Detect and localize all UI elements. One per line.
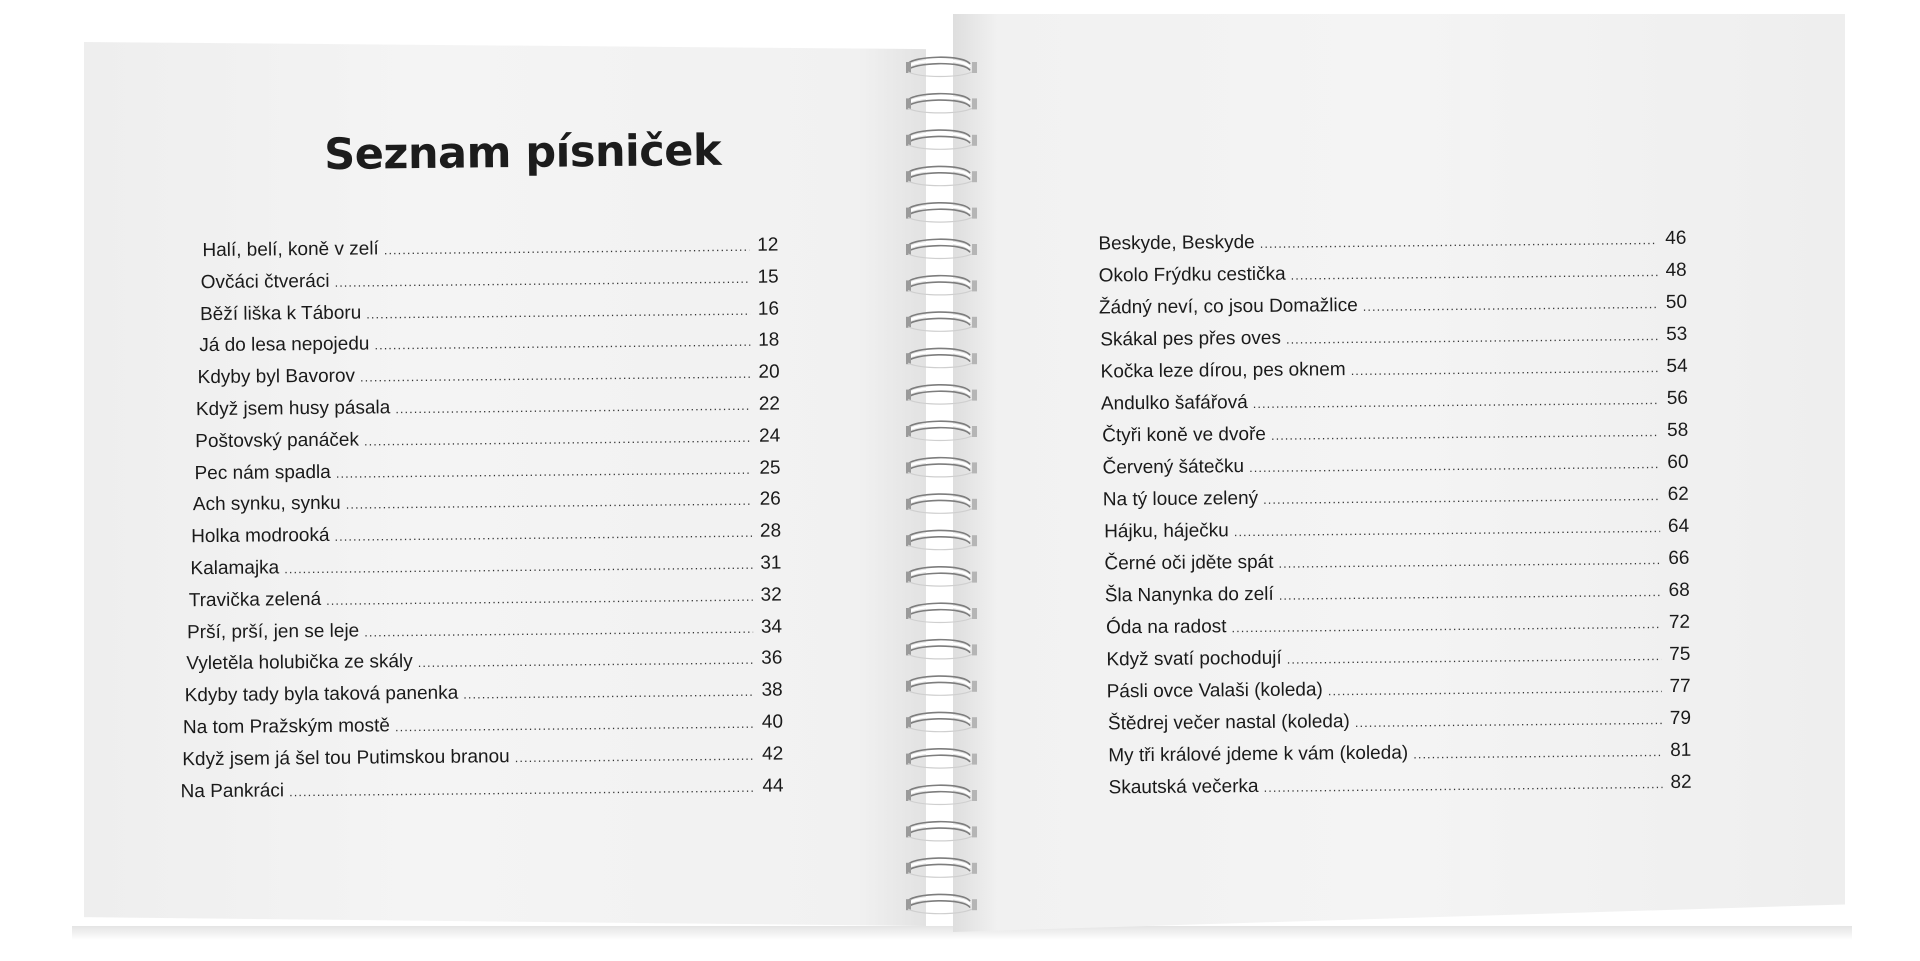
song-title: Na Pankráci [180, 779, 285, 802]
song-title: Okolo Frýdku cestička [1098, 263, 1286, 287]
leader-dots [1413, 742, 1662, 764]
leader-dots [1234, 518, 1660, 542]
song-title: Když jsem já šel tou Putimskou branou [182, 745, 510, 771]
page-number: 18 [758, 329, 780, 352]
page-number: 24 [758, 425, 781, 447]
page-number: 48 [1665, 259, 1687, 282]
song-title: Skautská večerka [1108, 775, 1259, 799]
spiral-coil [906, 130, 977, 149]
page-number: 25 [759, 457, 781, 479]
spiral-coil [906, 894, 977, 913]
song-title: Když svatí pochodují [1106, 647, 1282, 671]
page-number: 46 [1665, 227, 1687, 250]
page-number: 26 [759, 488, 781, 511]
page-number: 81 [1670, 739, 1692, 762]
song-title: Andulko šafářová [1100, 392, 1248, 415]
toc-entry [200, 294, 779, 326]
page-number: 82 [1670, 771, 1692, 794]
leader-dots [1253, 390, 1659, 414]
leader-dots [418, 650, 754, 673]
leader-dots [1249, 454, 1660, 478]
toc-entry [202, 231, 778, 263]
spiral-coil [906, 312, 977, 331]
page-number: 28 [759, 520, 782, 542]
song-title: Hájku, háječku [1104, 520, 1229, 543]
page-number: 62 [1667, 483, 1689, 506]
leader-dots [336, 459, 752, 483]
page-number: 64 [1667, 515, 1690, 538]
spiral-coil [906, 166, 977, 185]
spiral-coil [906, 203, 977, 222]
leader-dots [364, 428, 751, 452]
page-number: 15 [757, 266, 779, 288]
leader-dots [1279, 582, 1661, 606]
page-number: 66 [1668, 547, 1690, 570]
leader-dots [1263, 486, 1660, 510]
song-title: Černé oči jděte spát [1104, 551, 1274, 575]
page-number: 54 [1666, 355, 1688, 378]
page-number: 42 [762, 743, 784, 765]
spiral-coil [906, 749, 977, 768]
leader-dots [334, 269, 749, 293]
song-title: Vyletěla holubička ze skály [186, 651, 413, 675]
page-number: 12 [757, 234, 779, 256]
song-title: Na tý louce zelený [1102, 487, 1259, 511]
page-number: 34 [760, 616, 783, 638]
page-number: 68 [1668, 579, 1690, 602]
page-number: 32 [760, 584, 782, 606]
spiral-coil [906, 385, 977, 404]
leader-dots [326, 587, 753, 611]
song-title: Já do lesa nepojedu [199, 333, 370, 357]
page-number: 44 [762, 775, 784, 797]
spiral-coil [906, 530, 977, 549]
page-number: 16 [757, 298, 780, 320]
spiral-coil [906, 712, 977, 731]
leader-dots [1278, 550, 1660, 574]
leader-dots [364, 618, 753, 642]
page-number: 20 [758, 361, 780, 383]
leader-dots [1355, 710, 1662, 733]
song-title: Pásli ovce Valaši (koleda) [1106, 679, 1323, 703]
leader-dots [515, 746, 755, 768]
song-title: Poštovský panáček [195, 429, 360, 452]
leader-dots [1286, 326, 1658, 350]
song-title: My tři králové jdeme k vám (koleda) [1108, 742, 1409, 767]
spiral-coil [906, 822, 977, 841]
page-number: 60 [1667, 451, 1689, 474]
page-number: 77 [1669, 675, 1691, 698]
song-title: Beskyde, Beskyde [1098, 231, 1255, 255]
spiral-coil [906, 239, 977, 258]
song-title: Óda na radost [1105, 616, 1227, 639]
page-number: 31 [760, 552, 782, 574]
leader-dots [366, 300, 750, 324]
song-title: Kalamajka [190, 557, 280, 580]
spiral-coil [906, 640, 977, 659]
spiral-coil [906, 676, 977, 695]
leader-dots [1260, 230, 1658, 254]
leader-dots [1291, 262, 1658, 286]
page-number: 75 [1669, 643, 1691, 666]
leader-dots [463, 682, 753, 705]
song-title: Kdyby byl Bavorov [197, 365, 356, 389]
leader-dots [1351, 358, 1659, 381]
leader-dots [1263, 774, 1662, 798]
spiral-coil [906, 494, 977, 513]
leader-dots [374, 332, 750, 356]
leader-dots [395, 396, 751, 419]
page-number: 50 [1665, 291, 1688, 314]
spiral-coil [906, 421, 977, 440]
page-number: 36 [761, 647, 783, 670]
leader-dots [1363, 294, 1658, 317]
song-title: Když jsem husy pásala [195, 397, 391, 421]
leader-dots [346, 491, 752, 515]
song-title: Červený šátečku [1102, 456, 1245, 479]
spiral-coil [906, 276, 977, 295]
page-number: 72 [1668, 611, 1691, 634]
page-number: 56 [1666, 387, 1689, 410]
leader-dots [395, 714, 754, 737]
page-number: 40 [761, 711, 784, 733]
leader-dots [1271, 422, 1659, 446]
leader-dots [360, 364, 751, 388]
song-title: Žádný neví, co jsou Domažlice [1098, 294, 1358, 319]
song-title: Halí, belí, koně v zelí [202, 238, 379, 262]
song-title: Čtyři koně ve dvoře [1102, 423, 1267, 447]
leader-dots [1328, 678, 1662, 701]
toc-entry [201, 262, 779, 294]
song-title: Ach synku, synku [192, 493, 341, 516]
spiral-binding [898, 48, 988, 918]
leader-dots [1231, 614, 1661, 638]
song-title: Ovčáci čtveráci [200, 270, 330, 293]
spiral-coil [906, 858, 977, 877]
song-title: Šla Nanynka do zelí [1104, 583, 1274, 607]
spiral-coil [906, 348, 977, 367]
song-title: Travička zelená [188, 588, 322, 612]
page-title: Seznam písniček [324, 125, 722, 180]
spiral-coil [906, 603, 977, 622]
page-number: 53 [1666, 323, 1688, 346]
song-title: Běží liška k Táboru [199, 302, 362, 325]
page-number: 58 [1666, 419, 1689, 442]
leader-dots [334, 523, 752, 547]
spiral-coil [906, 785, 977, 804]
song-title: Prší, prší, jen se leje [186, 620, 360, 643]
leader-dots [384, 237, 750, 261]
spiral-coil [906, 567, 977, 586]
spiral-coil [906, 94, 977, 113]
page-number: 38 [761, 679, 783, 701]
song-title: Štědrej večer nastal (koleda) [1107, 711, 1350, 735]
spiral-coil [906, 458, 977, 477]
song-title: Na tom Pražským mostě [182, 715, 391, 739]
song-title: Holka modrooká [191, 525, 330, 548]
song-title: Kdyby tady byla taková panenka [184, 682, 459, 707]
page-number: 79 [1669, 707, 1692, 730]
leader-dots [1287, 646, 1662, 670]
toc-entry [199, 326, 779, 358]
page-number: 22 [758, 393, 781, 415]
song-title: Pec nám spadla [194, 461, 331, 484]
spiral-coil [906, 57, 977, 76]
song-title: Skákal pes přes oves [1100, 327, 1282, 351]
song-title: Kočka leze dírou, pes oknem [1100, 359, 1346, 383]
